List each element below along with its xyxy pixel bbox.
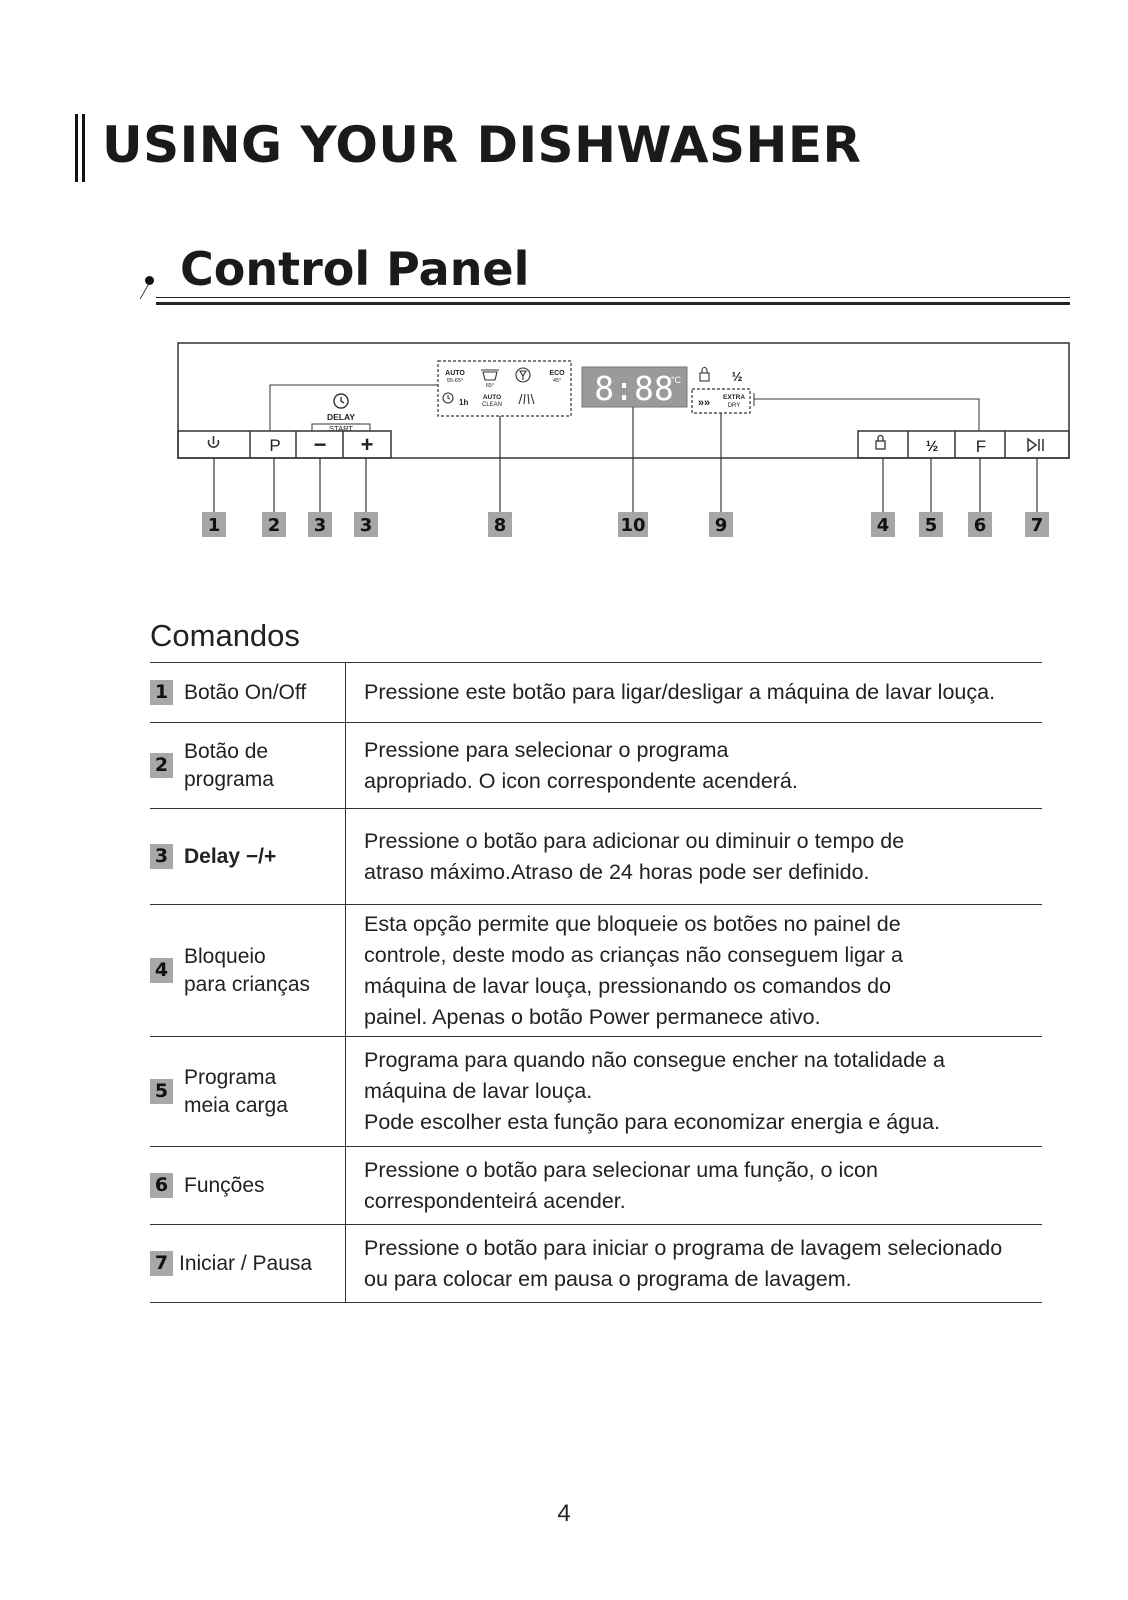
row-number: 7 — [150, 1251, 173, 1276]
display-unit: °C — [670, 375, 682, 385]
power-icon — [209, 436, 219, 447]
prog-auto-clean-label1: AUTO — [482, 394, 502, 401]
row-desc: ou para colocar em pausa o programa de lavagem. — [364, 1266, 852, 1291]
row-desc: máquina de lavar louça. — [364, 1079, 593, 1103]
row-desc: Esta opção permite que bloqueie os botões no painel de — [364, 911, 901, 936]
page-number: 4 — [557, 1500, 571, 1527]
callout-4: 4 — [876, 515, 890, 536]
delay-label: DELAY — [326, 412, 356, 422]
row-desc: Pressione o botão para iniciar o programa de lavagem selecionado — [364, 1235, 1003, 1260]
callout-10: 10 — [620, 515, 646, 536]
row-desc: apropriado. O icon correspondente acenderá. — [364, 768, 798, 793]
row-key: Bloqueio para crianças — [184, 944, 311, 996]
row-number: 5 — [150, 1079, 173, 1104]
commands-table — [150, 662, 1042, 1303]
callout-3b: 3 — [359, 515, 373, 536]
table-row — [150, 1225, 1042, 1303]
prog-eco-label: ECO — [549, 370, 565, 377]
row-key: Funções — [184, 1173, 265, 1197]
row-number: 2 — [150, 753, 173, 778]
delay-start-label: START — [329, 424, 353, 433]
row-desc: atraso máximo.Atraso de 24 horas pode ser definido. — [364, 859, 870, 884]
table-row — [150, 723, 1042, 809]
callout-5: 5 — [924, 515, 938, 536]
prog-1h-label: 1h — [459, 398, 469, 407]
prog-auto-label: AUTO — [445, 370, 465, 377]
half-indicator-label: ½ — [731, 369, 743, 384]
row-number: 1 — [150, 680, 173, 705]
table-row — [150, 663, 1042, 723]
delay-plus-label: + — [360, 432, 374, 457]
start-pause-icon — [1028, 439, 1043, 451]
function-leader — [754, 399, 979, 431]
extra-dry-arrows: »» — [697, 397, 711, 409]
delay-minus-label: − — [313, 432, 327, 457]
lock-icon — [876, 436, 885, 450]
table-row — [150, 809, 1042, 905]
glass-icon — [516, 368, 530, 382]
prog-auto-clean-label2: CLEAN — [481, 402, 503, 408]
row-desc: controle, deste modo as crianças não conseguem ligar a — [364, 942, 904, 967]
right-button-strip — [858, 431, 1069, 458]
row-desc: máquina de lavar louça, pressionando os comandos do — [364, 973, 892, 998]
prog-intensive-temp: 65° — [485, 383, 495, 389]
row-desc: Pressione para selecionar o programa — [364, 737, 729, 762]
table-row — [150, 905, 1042, 1037]
prog-auto-temp: 55-65° — [446, 378, 464, 384]
row-key: Botão de programa — [184, 739, 274, 791]
row-key: Programa meia carga — [184, 1065, 288, 1117]
intensive-pot-icon — [481, 370, 499, 380]
row-desc: correspondenteirá acender. — [364, 1188, 626, 1213]
one-hour-icon — [443, 393, 453, 403]
clock-icon — [334, 394, 348, 408]
row-key: Iniciar / Pausa — [179, 1251, 313, 1275]
row-desc: Pressione o botão para selecionar uma função, o icon — [364, 1157, 878, 1182]
callout-3a: 3 — [313, 515, 327, 536]
row-desc: Pode escolher esta função para economizar energia e água. — [364, 1110, 941, 1134]
row-desc: painel. Apenas o botão Power permanece ativo. — [364, 1004, 821, 1029]
row-desc: Pressione o botão para adicionar ou diminuir o tempo de — [364, 828, 905, 853]
extra-dry-label2: DRY — [727, 403, 741, 409]
display-digits: 8:88 — [594, 369, 674, 408]
callout-2: 2 — [267, 515, 281, 536]
prog-eco-temp: 45° — [552, 378, 562, 384]
page-title: USING YOUR DISHWASHER — [102, 116, 862, 174]
function-button-label: F — [975, 437, 987, 456]
lock-indicator-icon — [700, 368, 709, 382]
control-panel-diagram — [0, 0, 1128, 560]
table-row — [150, 1037, 1042, 1147]
row-number: 6 — [150, 1173, 173, 1198]
callout-6: 6 — [973, 515, 987, 536]
table-row — [150, 1147, 1042, 1225]
row-desc: Programa para quando não consegue encher na totalidade a — [364, 1048, 945, 1072]
callout-7: 7 — [1030, 515, 1044, 536]
section-title: Control Panel — [180, 242, 530, 296]
row-number: 3 — [150, 844, 173, 869]
row-number: 4 — [150, 958, 173, 983]
row-desc: Pressione este botão para ligar/desligar a máquina de lavar louça. — [364, 680, 996, 704]
commands-heading: Comandos — [150, 618, 300, 653]
program-button-label: P — [269, 436, 281, 455]
row-key: Botão On/Off — [184, 680, 307, 704]
callout-9: 9 — [714, 515, 728, 536]
spray-icon — [519, 394, 534, 404]
callout-1: 1 — [207, 515, 221, 536]
callout-8: 8 — [493, 515, 507, 536]
half-load-button-label: ½ — [925, 438, 939, 455]
extra-dry-label1: EXTRA — [722, 394, 746, 401]
row-key: Delay −/+ — [184, 844, 277, 868]
